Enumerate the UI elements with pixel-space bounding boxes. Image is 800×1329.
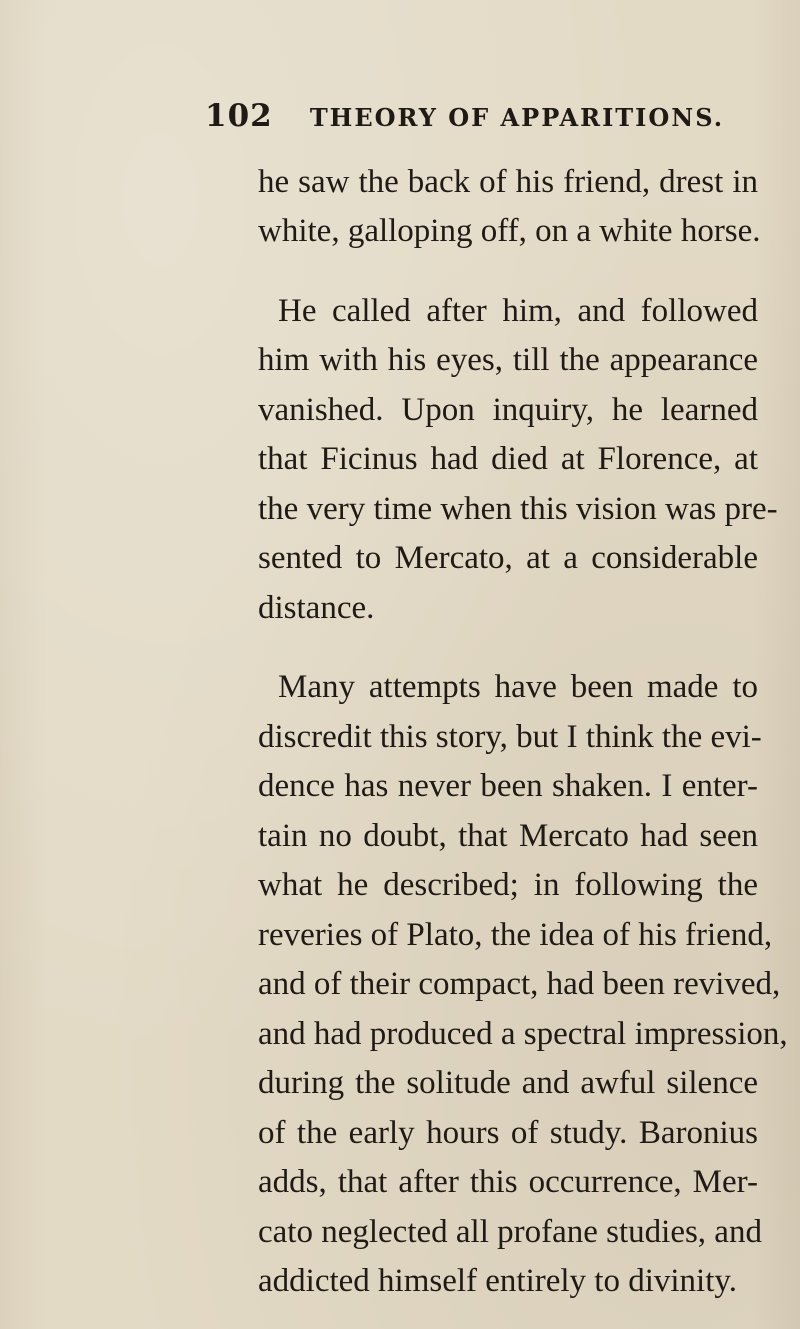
text-line: that Ficinus had died at Florence, at: [258, 441, 758, 477]
text-line: adds, that after this occurrence, Mer-: [258, 1164, 758, 1200]
text-line: cato neglected all profane studies, and: [258, 1214, 762, 1250]
text-line: the very time when this vision was pre-: [258, 491, 778, 527]
text-line: Many attempts have been made to: [278, 669, 758, 705]
text-line: and had produced a spectral impression,: [258, 1016, 788, 1052]
text-line: He called after him, and followed: [278, 293, 758, 329]
text-line: addicted himself entirely to divinity.: [258, 1263, 737, 1299]
text-line: what he described; in following the: [258, 867, 758, 903]
text-line: of the early hours of study. Baronius: [258, 1115, 758, 1151]
text-line: during the solitude and awful silence: [258, 1065, 758, 1101]
text-line: dence has never been shaken. I enter-: [258, 768, 758, 804]
text-line: him with his eyes, till the appearance: [258, 342, 758, 378]
text-line: and of their compact, had been revived,: [258, 966, 781, 1002]
text-line: distance.: [258, 590, 375, 626]
text-line: tain no doubt, that Mercato had seen: [258, 818, 758, 854]
text-line: he saw the back of his friend, drest in: [258, 164, 758, 200]
text-line: reveries of Plato, the idea of his friend,: [258, 917, 773, 953]
text-line: vanished. Upon inquiry, he learned: [258, 392, 758, 428]
text-line: white, galloping off, on a white horse.: [258, 213, 761, 249]
text-line: sented to Mercato, at a considerable: [258, 540, 758, 576]
text-line: discredit this story, but I think the evi-: [258, 719, 762, 755]
page-number: 102: [205, 98, 273, 134]
running-title: THEORY OF APPARITIONS.: [309, 103, 725, 132]
